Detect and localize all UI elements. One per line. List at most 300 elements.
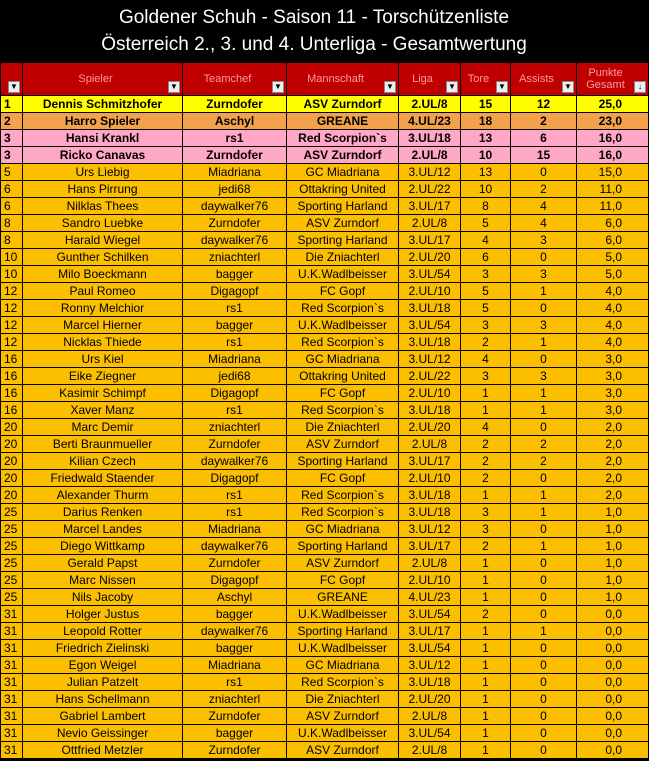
cell-liga: 2.UL/8: [399, 436, 461, 453]
cell-liga: 3.UL/17: [399, 232, 461, 249]
cell-punkte: 1,0: [577, 538, 649, 555]
cell-spieler: Diego Wittkamp: [23, 538, 183, 555]
cell-rank: 10: [1, 249, 23, 266]
cell-assists: 1: [511, 504, 577, 521]
cell-assists: 0: [511, 419, 577, 436]
cell-assists: 0: [511, 521, 577, 538]
cell-mannschaft: Ottakring United: [287, 181, 399, 198]
cell-punkte: 1,0: [577, 589, 649, 606]
cell-mannschaft: GC Miadriana: [287, 657, 399, 674]
cell-liga: 3.UL/18: [399, 402, 461, 419]
cell-liga: 3.UL/12: [399, 657, 461, 674]
cell-rank: 31: [1, 674, 23, 691]
cell-teamchef: Digagopf: [183, 470, 287, 487]
header-row: [1, 63, 649, 96]
cell-punkte: 23,0: [577, 113, 649, 130]
cell-spieler: Nilklas Thees: [23, 198, 183, 215]
cell-spieler: Hansi Krankl: [23, 130, 183, 147]
cell-liga: 3.UL/12: [399, 164, 461, 181]
cell-mannschaft: U.K.Wadlbeisser: [287, 725, 399, 742]
cell-punkte: 16,0: [577, 130, 649, 147]
cell-liga: 2.UL/8: [399, 96, 461, 113]
cell-mannschaft: GC Miadriana: [287, 164, 399, 181]
cell-teamchef: Miadriana: [183, 521, 287, 538]
table-row: [1, 215, 649, 232]
cell-tore: 1: [461, 691, 511, 708]
cell-assists: 1: [511, 623, 577, 640]
cell-mannschaft: Red Scorpion`s: [287, 300, 399, 317]
cell-mannschaft: U.K.Wadlbeisser: [287, 640, 399, 657]
cell-mannschaft: U.K.Wadlbeisser: [287, 266, 399, 283]
cell-spieler: Alexander Thurm: [23, 487, 183, 504]
table-row: [1, 198, 649, 215]
cell-punkte: 25,0: [577, 96, 649, 113]
cell-punkte: 0,0: [577, 623, 649, 640]
cell-assists: 0: [511, 164, 577, 181]
cell-liga: 3.UL/18: [399, 674, 461, 691]
cell-assists: 4: [511, 215, 577, 232]
cell-spieler: Holger Justus: [23, 606, 183, 623]
cell-rank: 31: [1, 691, 23, 708]
table-row: [1, 147, 649, 164]
cell-liga: 3.UL/18: [399, 130, 461, 147]
cell-assists: 12: [511, 96, 577, 113]
cell-liga: 3.UL/18: [399, 334, 461, 351]
cell-punkte: 15,0: [577, 164, 649, 181]
cell-assists: 3: [511, 232, 577, 249]
cell-rank: 20: [1, 470, 23, 487]
cell-spieler: Nicklas Thiede: [23, 334, 183, 351]
table-row: [1, 538, 649, 555]
cell-rank: 12: [1, 334, 23, 351]
cell-assists: 1: [511, 385, 577, 402]
col-header-rank[interactable]: [1, 63, 23, 96]
col-header-spieler[interactable]: Spieler ▼: [23, 63, 183, 96]
cell-assists: 3: [511, 368, 577, 385]
cell-punkte: 4,0: [577, 334, 649, 351]
cell-rank: 1: [1, 96, 23, 113]
cell-punkte: 6,0: [577, 232, 649, 249]
cell-spieler: Marcel Landes: [23, 521, 183, 538]
cell-tore: 1: [461, 385, 511, 402]
table-row: [1, 436, 649, 453]
cell-tore: 1: [461, 555, 511, 572]
cell-teamchef: daywalker76: [183, 232, 287, 249]
cell-mannschaft: Die Zniachterl: [287, 691, 399, 708]
cell-mannschaft: Sporting Harland: [287, 232, 399, 249]
cell-assists: 0: [511, 725, 577, 742]
cell-assists: 0: [511, 657, 577, 674]
cell-punkte: 2,0: [577, 453, 649, 470]
cell-liga: 3.UL/54: [399, 266, 461, 283]
cell-spieler: Marc Nissen: [23, 572, 183, 589]
cell-tore: 2: [461, 470, 511, 487]
cell-punkte: 0,0: [577, 691, 649, 708]
cell-tore: 5: [461, 215, 511, 232]
cell-liga: 3.UL/17: [399, 453, 461, 470]
cell-liga: 3.UL/12: [399, 351, 461, 368]
cell-punkte: 3,0: [577, 351, 649, 368]
cell-punkte: 4,0: [577, 317, 649, 334]
table-row: [1, 402, 649, 419]
table-row: [1, 283, 649, 300]
cell-rank: 3: [1, 147, 23, 164]
cell-assists: 0: [511, 708, 577, 725]
cell-spieler: Dennis Schmitzhofer: [23, 96, 183, 113]
cell-assists: 2: [511, 436, 577, 453]
cell-assists: 0: [511, 249, 577, 266]
cell-punkte: 5,0: [577, 249, 649, 266]
cell-mannschaft: ASV Zurndorf: [287, 147, 399, 164]
cell-mannschaft: GC Miadriana: [287, 521, 399, 538]
table-row: [1, 232, 649, 249]
cell-teamchef: jedi68: [183, 368, 287, 385]
cell-rank: 25: [1, 521, 23, 538]
cell-teamchef: rs1: [183, 674, 287, 691]
cell-assists: 0: [511, 300, 577, 317]
cell-tore: 18: [461, 113, 511, 130]
table-row: [1, 130, 649, 147]
cell-rank: 12: [1, 300, 23, 317]
cell-liga: 3.UL/18: [399, 487, 461, 504]
cell-assists: 1: [511, 334, 577, 351]
cell-tore: 1: [461, 725, 511, 742]
cell-spieler: Nils Jacoby: [23, 589, 183, 606]
cell-rank: 12: [1, 317, 23, 334]
cell-liga: 2.UL/8: [399, 708, 461, 725]
cell-rank: 16: [1, 402, 23, 419]
cell-assists: 0: [511, 742, 577, 759]
cell-rank: 20: [1, 419, 23, 436]
dropdown-arrow-icon[interactable]: ▼: [272, 81, 284, 93]
cell-mannschaft: GREANE: [287, 589, 399, 606]
cell-assists: 3: [511, 317, 577, 334]
cell-spieler: Harro Spieler: [23, 113, 183, 130]
cell-punkte: 11,0: [577, 181, 649, 198]
cell-rank: 8: [1, 232, 23, 249]
cell-liga: 2.UL/22: [399, 368, 461, 385]
cell-rank: 31: [1, 640, 23, 657]
col-header-mannschaft[interactable]: Mannschaft ▼: [287, 63, 399, 96]
table-body: [1, 96, 649, 759]
cell-liga: 3.UL/54: [399, 725, 461, 742]
cell-teamchef: bagger: [183, 725, 287, 742]
cell-teamchef: rs1: [183, 487, 287, 504]
cell-assists: 1: [511, 487, 577, 504]
cell-rank: 5: [1, 164, 23, 181]
cell-mannschaft: U.K.Wadlbeisser: [287, 606, 399, 623]
cell-spieler: Kasimir Schimpf: [23, 385, 183, 402]
cell-assists: 2: [511, 181, 577, 198]
cell-tore: 1: [461, 708, 511, 725]
cell-rank: 25: [1, 572, 23, 589]
cell-liga: 3.UL/18: [399, 300, 461, 317]
cell-mannschaft: Red Scorpion`s: [287, 674, 399, 691]
cell-punkte: 6,0: [577, 215, 649, 232]
cell-rank: 20: [1, 453, 23, 470]
cell-assists: 15: [511, 147, 577, 164]
cell-liga: 3.UL/54: [399, 317, 461, 334]
cell-assists: 2: [511, 113, 577, 130]
cell-mannschaft: ASV Zurndorf: [287, 96, 399, 113]
cell-mannschaft: ASV Zurndorf: [287, 555, 399, 572]
table-row: [1, 674, 649, 691]
cell-mannschaft: GC Miadriana: [287, 351, 399, 368]
cell-spieler: Hans Schellmann: [23, 691, 183, 708]
cell-spieler: Kilian Czech: [23, 453, 183, 470]
cell-spieler: Eike Ziegner: [23, 368, 183, 385]
table-row: [1, 640, 649, 657]
cell-liga: 2.UL/8: [399, 742, 461, 759]
cell-punkte: 0,0: [577, 606, 649, 623]
cell-mannschaft: Red Scorpion`s: [287, 130, 399, 147]
cell-tore: 4: [461, 351, 511, 368]
cell-mannschaft: ASV Zurndorf: [287, 708, 399, 725]
cell-punkte: 4,0: [577, 300, 649, 317]
cell-tore: 8: [461, 198, 511, 215]
dropdown-arrow-icon[interactable]: ▼: [168, 81, 180, 93]
cell-spieler: Ricko Canavas: [23, 147, 183, 164]
table-row: [1, 606, 649, 623]
cell-rank: 3: [1, 130, 23, 147]
cell-teamchef: Zurndofer: [183, 742, 287, 759]
table-row: [1, 317, 649, 334]
cell-teamchef: rs1: [183, 300, 287, 317]
page-title: [0, 0, 628, 62]
col-header-liga[interactable]: Liga ▼: [399, 63, 461, 96]
table-row: [1, 96, 649, 113]
cell-mannschaft: Red Scorpion`s: [287, 334, 399, 351]
cell-punkte: 3,0: [577, 385, 649, 402]
cell-spieler: Friedrich Zielinski: [23, 640, 183, 657]
cell-spieler: Milo Boeckmann: [23, 266, 183, 283]
cell-teamchef: bagger: [183, 317, 287, 334]
cell-liga: 4.UL/23: [399, 589, 461, 606]
cell-teamchef: jedi68: [183, 181, 287, 198]
cell-teamchef: Aschyl: [183, 589, 287, 606]
cell-mannschaft: ASV Zurndorf: [287, 215, 399, 232]
cell-teamchef: rs1: [183, 504, 287, 521]
cell-tore: 2: [461, 606, 511, 623]
cell-rank: 25: [1, 504, 23, 521]
cell-assists: 0: [511, 572, 577, 589]
table-row: [1, 742, 649, 759]
dropdown-arrow-icon[interactable]: ▼: [562, 81, 574, 93]
cell-punkte: 3,0: [577, 402, 649, 419]
cell-assists: 1: [511, 538, 577, 555]
table-row: [1, 504, 649, 521]
table-row: [1, 368, 649, 385]
cell-punkte: 3,0: [577, 368, 649, 385]
cell-teamchef: daywalker76: [183, 453, 287, 470]
col-header-teamchef[interactable]: Teamchef ▼: [183, 63, 287, 96]
cell-liga: 2.UL/22: [399, 181, 461, 198]
cell-spieler: Leopold Rotter: [23, 623, 183, 640]
cell-rank: 2: [1, 113, 23, 130]
cell-punkte: 0,0: [577, 725, 649, 742]
cell-rank: 8: [1, 215, 23, 232]
cell-rank: 25: [1, 555, 23, 572]
cell-liga: 2.UL/10: [399, 572, 461, 589]
cell-mannschaft: FC Gopf: [287, 470, 399, 487]
cell-mannschaft: Ottakring United: [287, 368, 399, 385]
col-header-tore[interactable]: Tore ▼: [461, 63, 511, 96]
sort-descending-icon[interactable]: ↓: [634, 81, 646, 93]
table-row: [1, 572, 649, 589]
cell-mannschaft: Sporting Harland: [287, 198, 399, 215]
cell-tore: 5: [461, 300, 511, 317]
cell-spieler: Friedwald Staender: [23, 470, 183, 487]
cell-tore: 2: [461, 334, 511, 351]
cell-tore: 2: [461, 436, 511, 453]
cell-mannschaft: ASV Zurndorf: [287, 436, 399, 453]
cell-tore: 3: [461, 521, 511, 538]
cell-liga: 3.UL/17: [399, 538, 461, 555]
cell-assists: 2: [511, 453, 577, 470]
cell-assists: 0: [511, 606, 577, 623]
cell-spieler: Gunther Schilken: [23, 249, 183, 266]
cell-rank: 31: [1, 708, 23, 725]
table-row: [1, 164, 649, 181]
cell-tore: 4: [461, 232, 511, 249]
col-header-punkte[interactable]: Punkte Gesamt ↓: [577, 63, 649, 96]
table-row: [1, 334, 649, 351]
cell-rank: 31: [1, 623, 23, 640]
table-row: [1, 657, 649, 674]
table-row: [1, 419, 649, 436]
table-row: [1, 266, 649, 283]
cell-spieler: Marc Demir: [23, 419, 183, 436]
cell-liga: 2.UL/20: [399, 419, 461, 436]
cell-teamchef: Aschyl: [183, 113, 287, 130]
cell-assists: 0: [511, 555, 577, 572]
col-header-assists[interactable]: Assists ▼: [511, 63, 577, 96]
cell-teamchef: Digagopf: [183, 385, 287, 402]
cell-assists: 4: [511, 198, 577, 215]
cell-tore: 1: [461, 589, 511, 606]
cell-liga: 3.UL/17: [399, 623, 461, 640]
table-row: [1, 470, 649, 487]
cell-teamchef: daywalker76: [183, 198, 287, 215]
table-row: [1, 691, 649, 708]
cell-spieler: Nevio Geissinger: [23, 725, 183, 742]
dropdown-arrow-icon[interactable]: ▼: [446, 81, 458, 93]
cell-mannschaft: Red Scorpion`s: [287, 487, 399, 504]
cell-spieler: Harald Wiegel: [23, 232, 183, 249]
cell-liga: 3.UL/17: [399, 198, 461, 215]
cell-mannschaft: FC Gopf: [287, 283, 399, 300]
cell-rank: 25: [1, 589, 23, 606]
cell-punkte: 2,0: [577, 487, 649, 504]
cell-spieler: Hans Pirrung: [23, 181, 183, 198]
table-row: [1, 725, 649, 742]
cell-punkte: 1,0: [577, 521, 649, 538]
cell-rank: 31: [1, 657, 23, 674]
cell-tore: 1: [461, 487, 511, 504]
cell-mannschaft: U.K.Wadlbeisser: [287, 317, 399, 334]
cell-tore: 3: [461, 368, 511, 385]
table-row: [1, 453, 649, 470]
table-row: [1, 487, 649, 504]
cell-spieler: Julian Patzelt: [23, 674, 183, 691]
cell-rank: 25: [1, 538, 23, 555]
cell-tore: 6: [461, 249, 511, 266]
cell-punkte: 1,0: [577, 555, 649, 572]
cell-teamchef: rs1: [183, 130, 287, 147]
cell-tore: 10: [461, 147, 511, 164]
cell-liga: 2.UL/10: [399, 470, 461, 487]
cell-mannschaft: Sporting Harland: [287, 623, 399, 640]
cell-tore: 1: [461, 402, 511, 419]
dropdown-arrow-icon[interactable]: ▼: [8, 81, 20, 93]
cell-rank: 20: [1, 487, 23, 504]
cell-tore: 1: [461, 623, 511, 640]
table-row: [1, 555, 649, 572]
cell-tore: 13: [461, 130, 511, 147]
cell-rank: 10: [1, 266, 23, 283]
cell-rank: 12: [1, 283, 23, 300]
cell-spieler: Gabriel Lambert: [23, 708, 183, 725]
cell-assists: 1: [511, 402, 577, 419]
cell-mannschaft: FC Gopf: [287, 385, 399, 402]
cell-mannschaft: Sporting Harland: [287, 538, 399, 555]
cell-teamchef: daywalker76: [183, 538, 287, 555]
cell-punkte: 2,0: [577, 470, 649, 487]
cell-punkte: 0,0: [577, 708, 649, 725]
cell-teamchef: Digagopf: [183, 283, 287, 300]
cell-liga: 2.UL/8: [399, 555, 461, 572]
cell-teamchef: Miadriana: [183, 351, 287, 368]
cell-liga: 3.UL/54: [399, 640, 461, 657]
cell-punkte: 4,0: [577, 283, 649, 300]
table-row: [1, 181, 649, 198]
cell-teamchef: Zurndofer: [183, 555, 287, 572]
cell-spieler: Sandro Luebke: [23, 215, 183, 232]
cell-spieler: Ronny Melchior: [23, 300, 183, 317]
cell-spieler: Marcel Hierner: [23, 317, 183, 334]
cell-punkte: 0,0: [577, 742, 649, 759]
cell-mannschaft: Sporting Harland: [287, 453, 399, 470]
cell-teamchef: zniachterl: [183, 419, 287, 436]
cell-mannschaft: ASV Zurndorf: [287, 742, 399, 759]
cell-spieler: Paul Romeo: [23, 283, 183, 300]
cell-spieler: Xaver Manz: [23, 402, 183, 419]
cell-liga: 3.UL/18: [399, 504, 461, 521]
cell-tore: 1: [461, 657, 511, 674]
table-row: [1, 521, 649, 538]
cell-teamchef: Digagopf: [183, 572, 287, 589]
cell-teamchef: zniachterl: [183, 249, 287, 266]
cell-tore: 13: [461, 164, 511, 181]
dropdown-arrow-icon[interactable]: ▼: [496, 81, 508, 93]
cell-rank: 16: [1, 368, 23, 385]
dropdown-arrow-icon[interactable]: ▼: [384, 81, 396, 93]
cell-teamchef: Miadriana: [183, 657, 287, 674]
cell-assists: 0: [511, 691, 577, 708]
cell-mannschaft: Red Scorpion`s: [287, 402, 399, 419]
cell-punkte: 1,0: [577, 504, 649, 521]
cell-rank: 6: [1, 181, 23, 198]
cell-liga: 2.UL/10: [399, 283, 461, 300]
cell-assists: 6: [511, 130, 577, 147]
cell-teamchef: Miadriana: [183, 164, 287, 181]
cell-tore: 4: [461, 419, 511, 436]
cell-mannschaft: Die Zniachterl: [287, 419, 399, 436]
cell-spieler: Berti Braunmueller: [23, 436, 183, 453]
cell-teamchef: Zurndofer: [183, 436, 287, 453]
cell-rank: 16: [1, 351, 23, 368]
cell-punkte: 2,0: [577, 419, 649, 436]
